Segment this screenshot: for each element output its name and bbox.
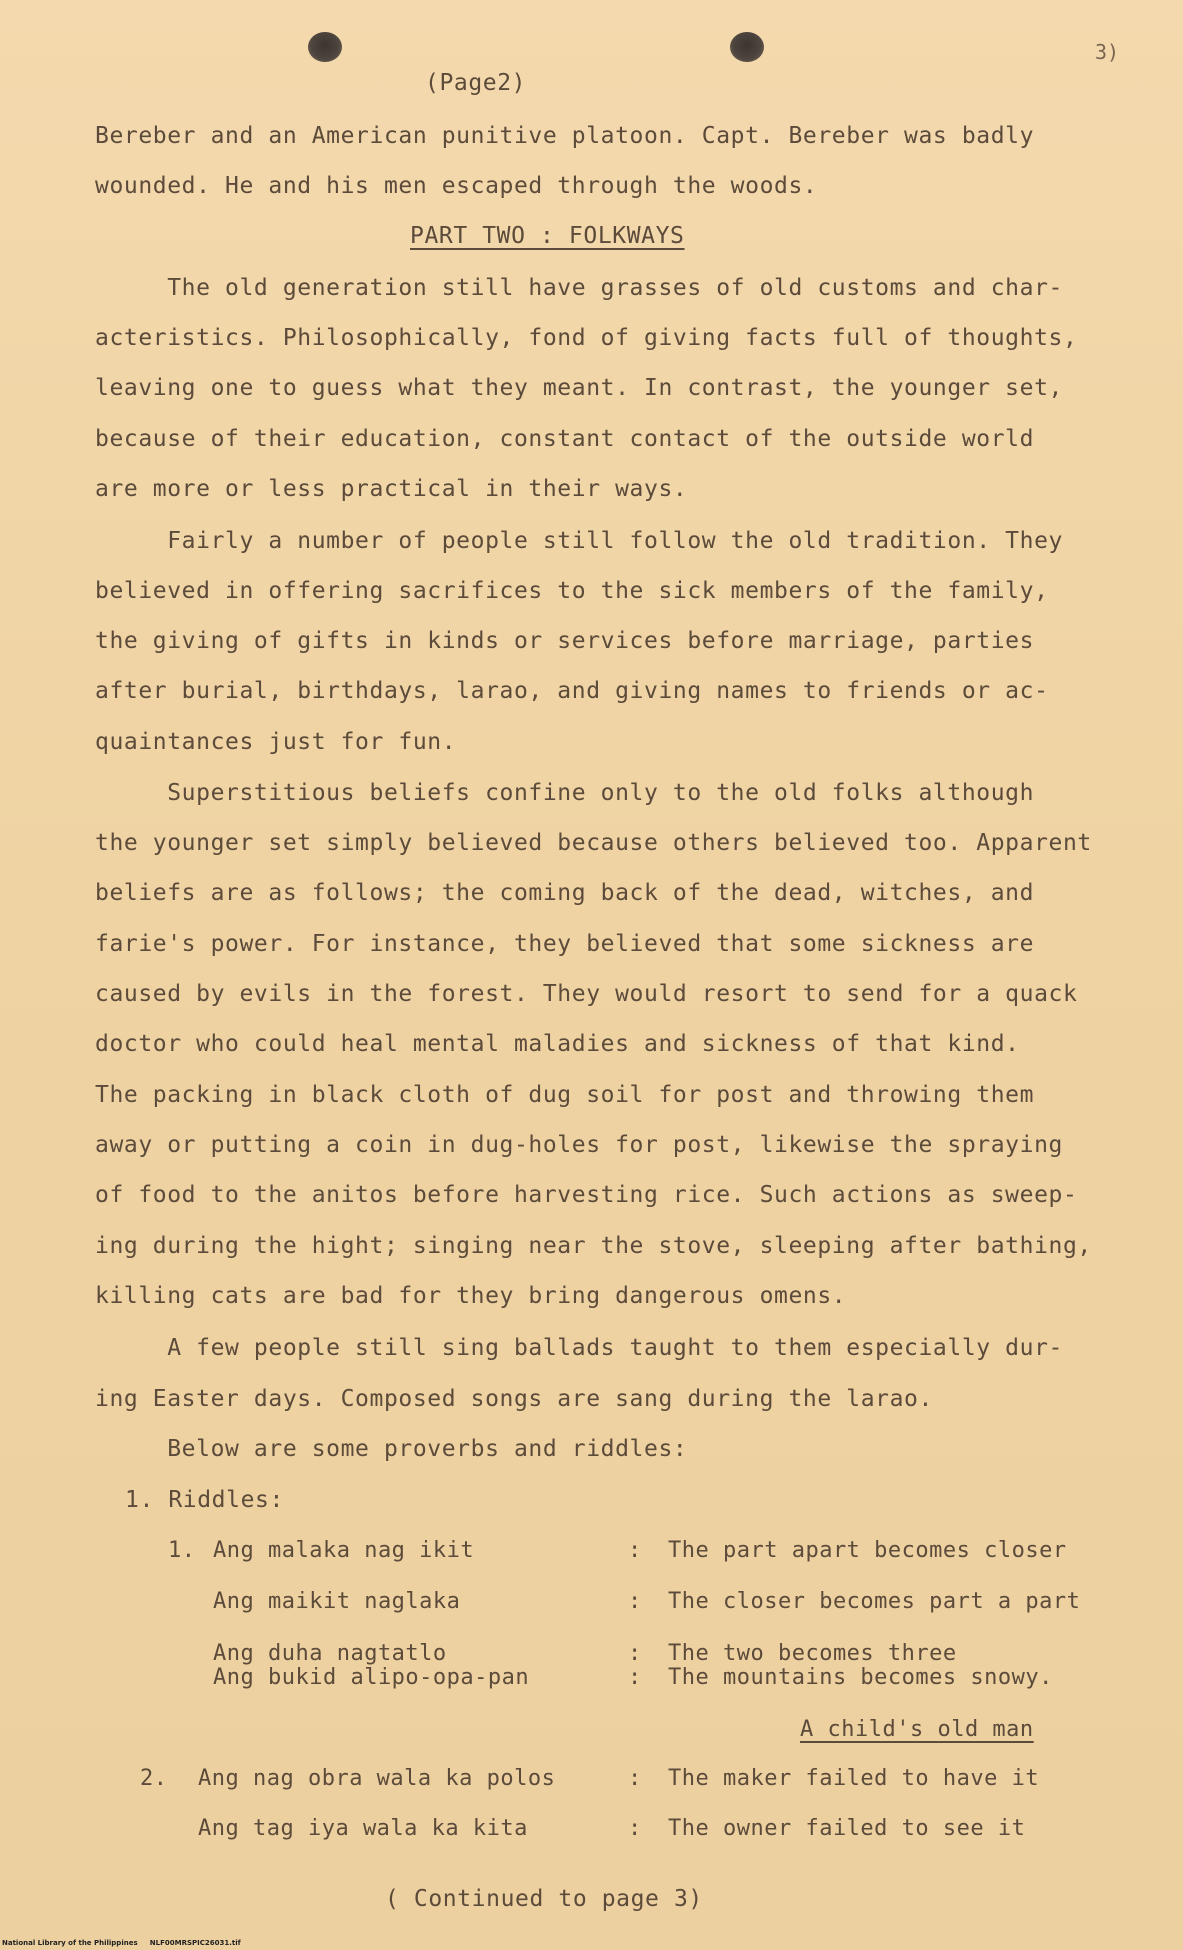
riddle-line-english: The mountains becomes snowy. [668,1665,1053,1690]
paragraph-line: leaving one to guess what they meant. In contrast, the younger set, [95,375,1063,401]
paragraph-line: The packing in black cloth of dug soil for post and throwing them [95,1082,1035,1108]
paragraph-line: Fairly a number of people still follow the old tradition. They [95,528,1063,554]
riddle-line-english: The two becomes three [668,1641,957,1666]
page-number-mark: 3) [1095,40,1120,64]
riddle-line-english: The owner failed to see it [668,1816,1026,1841]
intro-line: wounded. He and his men escaped through the woods. [95,173,818,199]
paragraph-line: are more or less practical in their ways. [95,476,688,502]
riddle-colon: : [628,1538,642,1563]
archive-footer: National Library of the Philippines NLF00MRSPIC26031.tif [2,1939,241,1947]
riddle-colon: : [628,1665,642,1690]
riddle-line-native: Ang nag obra wala ka polos [198,1766,556,1791]
paragraph-line: after burial, birthdays, larao, and giving names to friends or ac- [95,678,1049,704]
riddle-colon: : [628,1766,642,1791]
riddle-colon: : [628,1816,642,1841]
proverbs-intro: Below are some proverbs and riddles: [95,1436,688,1462]
continued-note: ( Continued to page 3) [385,1886,703,1912]
intro-line: Bereber and an American punitive platoon. Capt. Bereber was badly [95,123,1035,149]
paragraph-line: The old generation still have grasses of old customs and char- [95,275,1063,301]
paragraph-line: the giving of gifts in kinds or services before marriage, parties [95,628,1035,654]
page-label: (Page2) [425,70,527,96]
punch-hole-left [308,32,342,62]
paragraph-line: of food to the anitos before harvesting rice. Such actions as sweep- [95,1182,1078,1208]
riddle-line-native: Ang malaka nag ikit [213,1538,475,1563]
riddle-number: 2. [140,1766,168,1791]
paragraph-line: quaintances just for fun. [95,729,457,755]
paragraph-line: acteristics. Philosophically, fond of giving facts full of thoughts, [95,325,1078,351]
paragraph-line: beliefs are as follows; the coming back of the dead, witches, and [95,880,1035,906]
riddle-line-native: Ang tag iya wala ka kita [198,1816,528,1841]
paragraph-line: caused by evils in the forest. They would resort to send for a quack [95,981,1078,1007]
section-title: PART TWO : FOLKWAYS [410,223,685,249]
paragraph-line: believed in offering sacrifices to the sick members of the family, [95,578,1049,604]
riddle-line-english: The part apart becomes closer [668,1538,1067,1563]
riddle-line-english: The maker failed to have it [668,1766,1040,1791]
riddle-colon: : [628,1641,642,1666]
punch-hole-right [730,32,764,62]
paragraph-line: killing cats are bad for they bring dangerous omens. [95,1283,847,1309]
paragraph-line: Superstitious beliefs confine only to the old folks although [95,780,1035,806]
paragraph-line: away or putting a coin in dug-holes for post, likewise the spraying [95,1132,1063,1158]
paragraph-line: ing during the hight; singing near the stove, sleeping after bathing, [95,1233,1092,1259]
riddle-number: 1. [168,1538,196,1563]
paragraph-line: the younger set simply believed because others believed too. Apparent [95,830,1092,856]
paragraph-line: doctor who could heal mental maladies and sickness of that kind. [95,1031,1020,1057]
riddle-line-native: Ang bukid alipo-opa-pan [213,1665,530,1690]
riddle-line-native: Ang duha nagtatlo [213,1641,447,1666]
riddles-heading: 1. Riddles: [125,1487,284,1513]
riddle-line-native: Ang maikit naglaka [213,1589,461,1614]
riddle-answer: A child's old man [800,1717,1034,1742]
riddle-colon: : [628,1589,642,1614]
riddle-line-english: The closer becomes part a part [668,1589,1081,1614]
paragraph-line: farie's power. For instance, they believed that some sickness are [95,931,1035,957]
paragraph-line: A few people still sing ballads taught to them especially dur- [95,1335,1063,1361]
paragraph-line: ing Easter days. Composed songs are sang during the larao. [95,1386,933,1412]
paragraph-line: because of their education, constant contact of the outside world [95,426,1035,452]
